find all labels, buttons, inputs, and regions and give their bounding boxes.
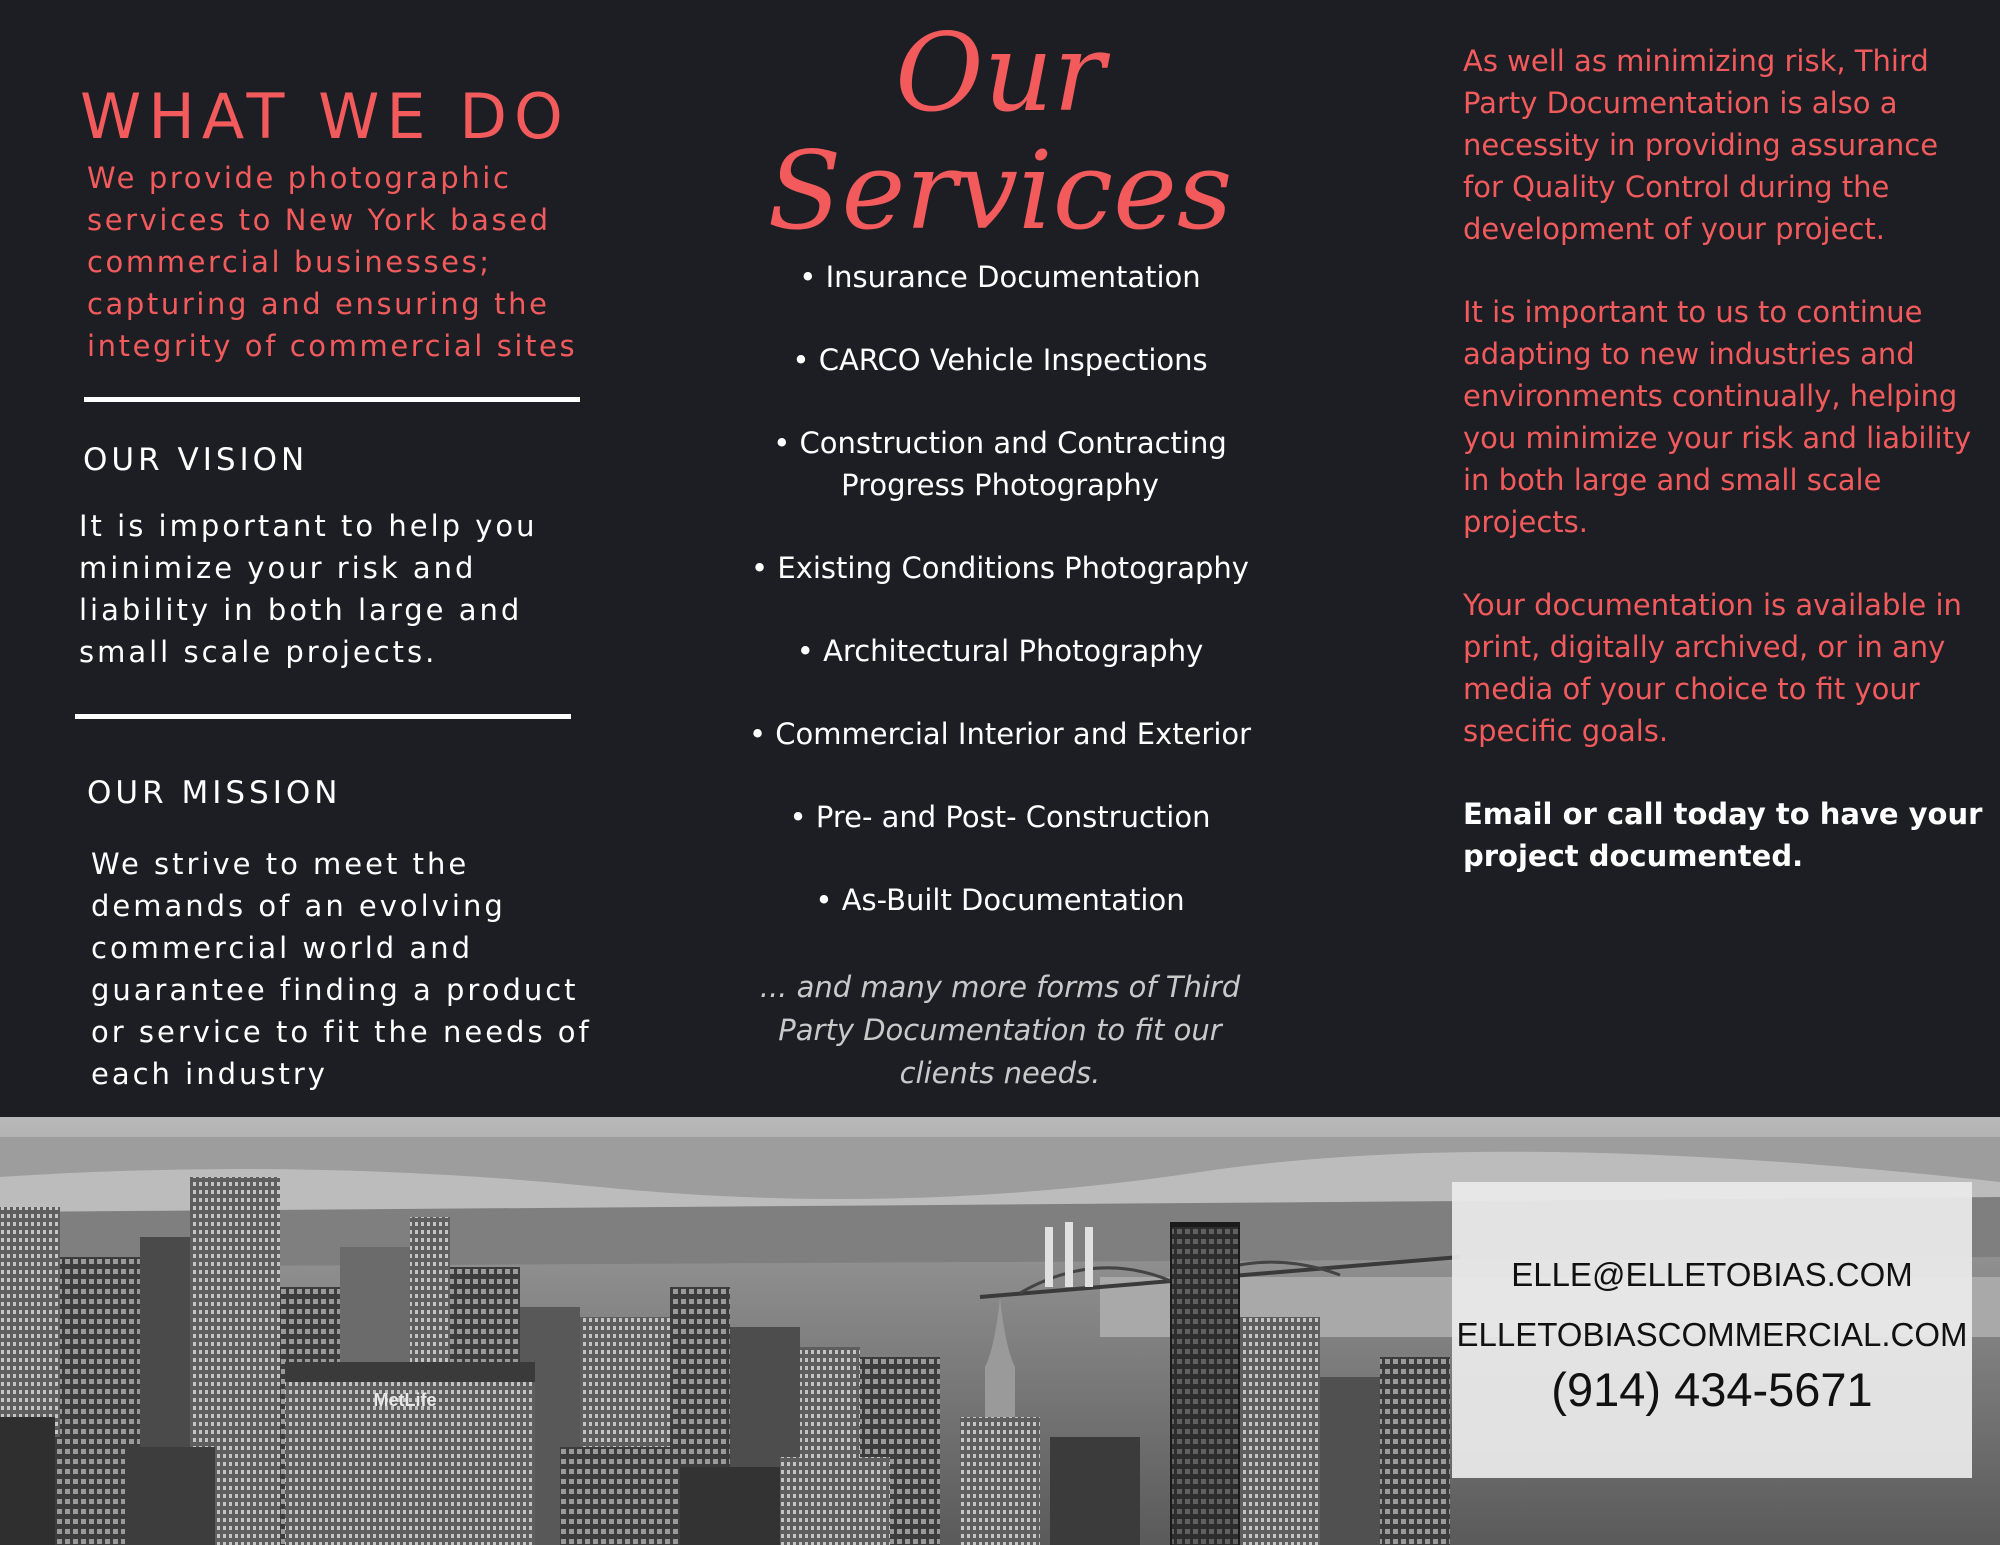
divider-line [75, 714, 571, 719]
service-item: • As-Built Documentation [815, 883, 1185, 917]
vision-heading: OUR VISION [83, 442, 309, 478]
contact-card [1452, 1182, 1972, 1478]
contact-website[interactable]: ELLETOBIASCOMMERCIAL.COM [1456, 1316, 1968, 1353]
service-item: • Commercial Interior and Exterior [748, 717, 1252, 751]
services-list [700, 256, 1300, 962]
mission-text: We strive to meet the demands of an evolving commercial world and guarantee finding a product or service to fit the needs of each industry [91, 847, 592, 1091]
more-services-text: ... and many more forms of Third Party Documentation to fit our clients needs. [759, 970, 1241, 1090]
service-item: • Architectural Photography [796, 634, 1204, 668]
service-item: • Construction and Contracting Progress Photography [773, 426, 1227, 502]
mission-heading: OUR MISSION [87, 775, 342, 811]
services-title-line2: Services [767, 129, 1233, 254]
what-we-do-heading: WHAT WE DO [80, 80, 570, 153]
call-to-action: Email or call today to have your project documented. [1463, 797, 1983, 873]
what-we-do-text: We provide photographic services to New York based commercial businesses; capturing and ensuring the integrity of commercial sites [87, 161, 578, 363]
service-item: • Insurance Documentation [799, 260, 1201, 294]
right-column [1463, 40, 1983, 918]
contact-email[interactable]: ELLE@ELLETOBIAS.COM [1511, 1256, 1913, 1293]
services-title-line1: Our [895, 11, 1105, 136]
service-item: • Existing Conditions Photography [751, 551, 1249, 585]
contact-phone[interactable]: (914) 434-5671 [1551, 1363, 1873, 1416]
adapting-paragraph: It is important to us to continue adapting to new industries and environments continually, helping you minimize your risk and liability in both large and small scale projects. [1463, 295, 1972, 539]
quality-control-paragraph: As well as minimizing risk, Third Party Documentation is also a necessity in providing assurance for Quality Control during the development of your project. [1463, 44, 1939, 246]
service-item: • Pre- and Post- Construction [789, 800, 1211, 834]
formats-paragraph: Your documentation is available in print, digitally archived, or in any media of your choice to fit your specific goals. [1463, 588, 1962, 748]
metlife-sign: MetLife [373, 1390, 437, 1410]
vision-text: It is important to help you minimize your risk and liability in both large and small scale projects. [79, 509, 538, 669]
service-item: • CARCO Vehicle Inspections [792, 343, 1208, 377]
divider-line [84, 397, 580, 402]
